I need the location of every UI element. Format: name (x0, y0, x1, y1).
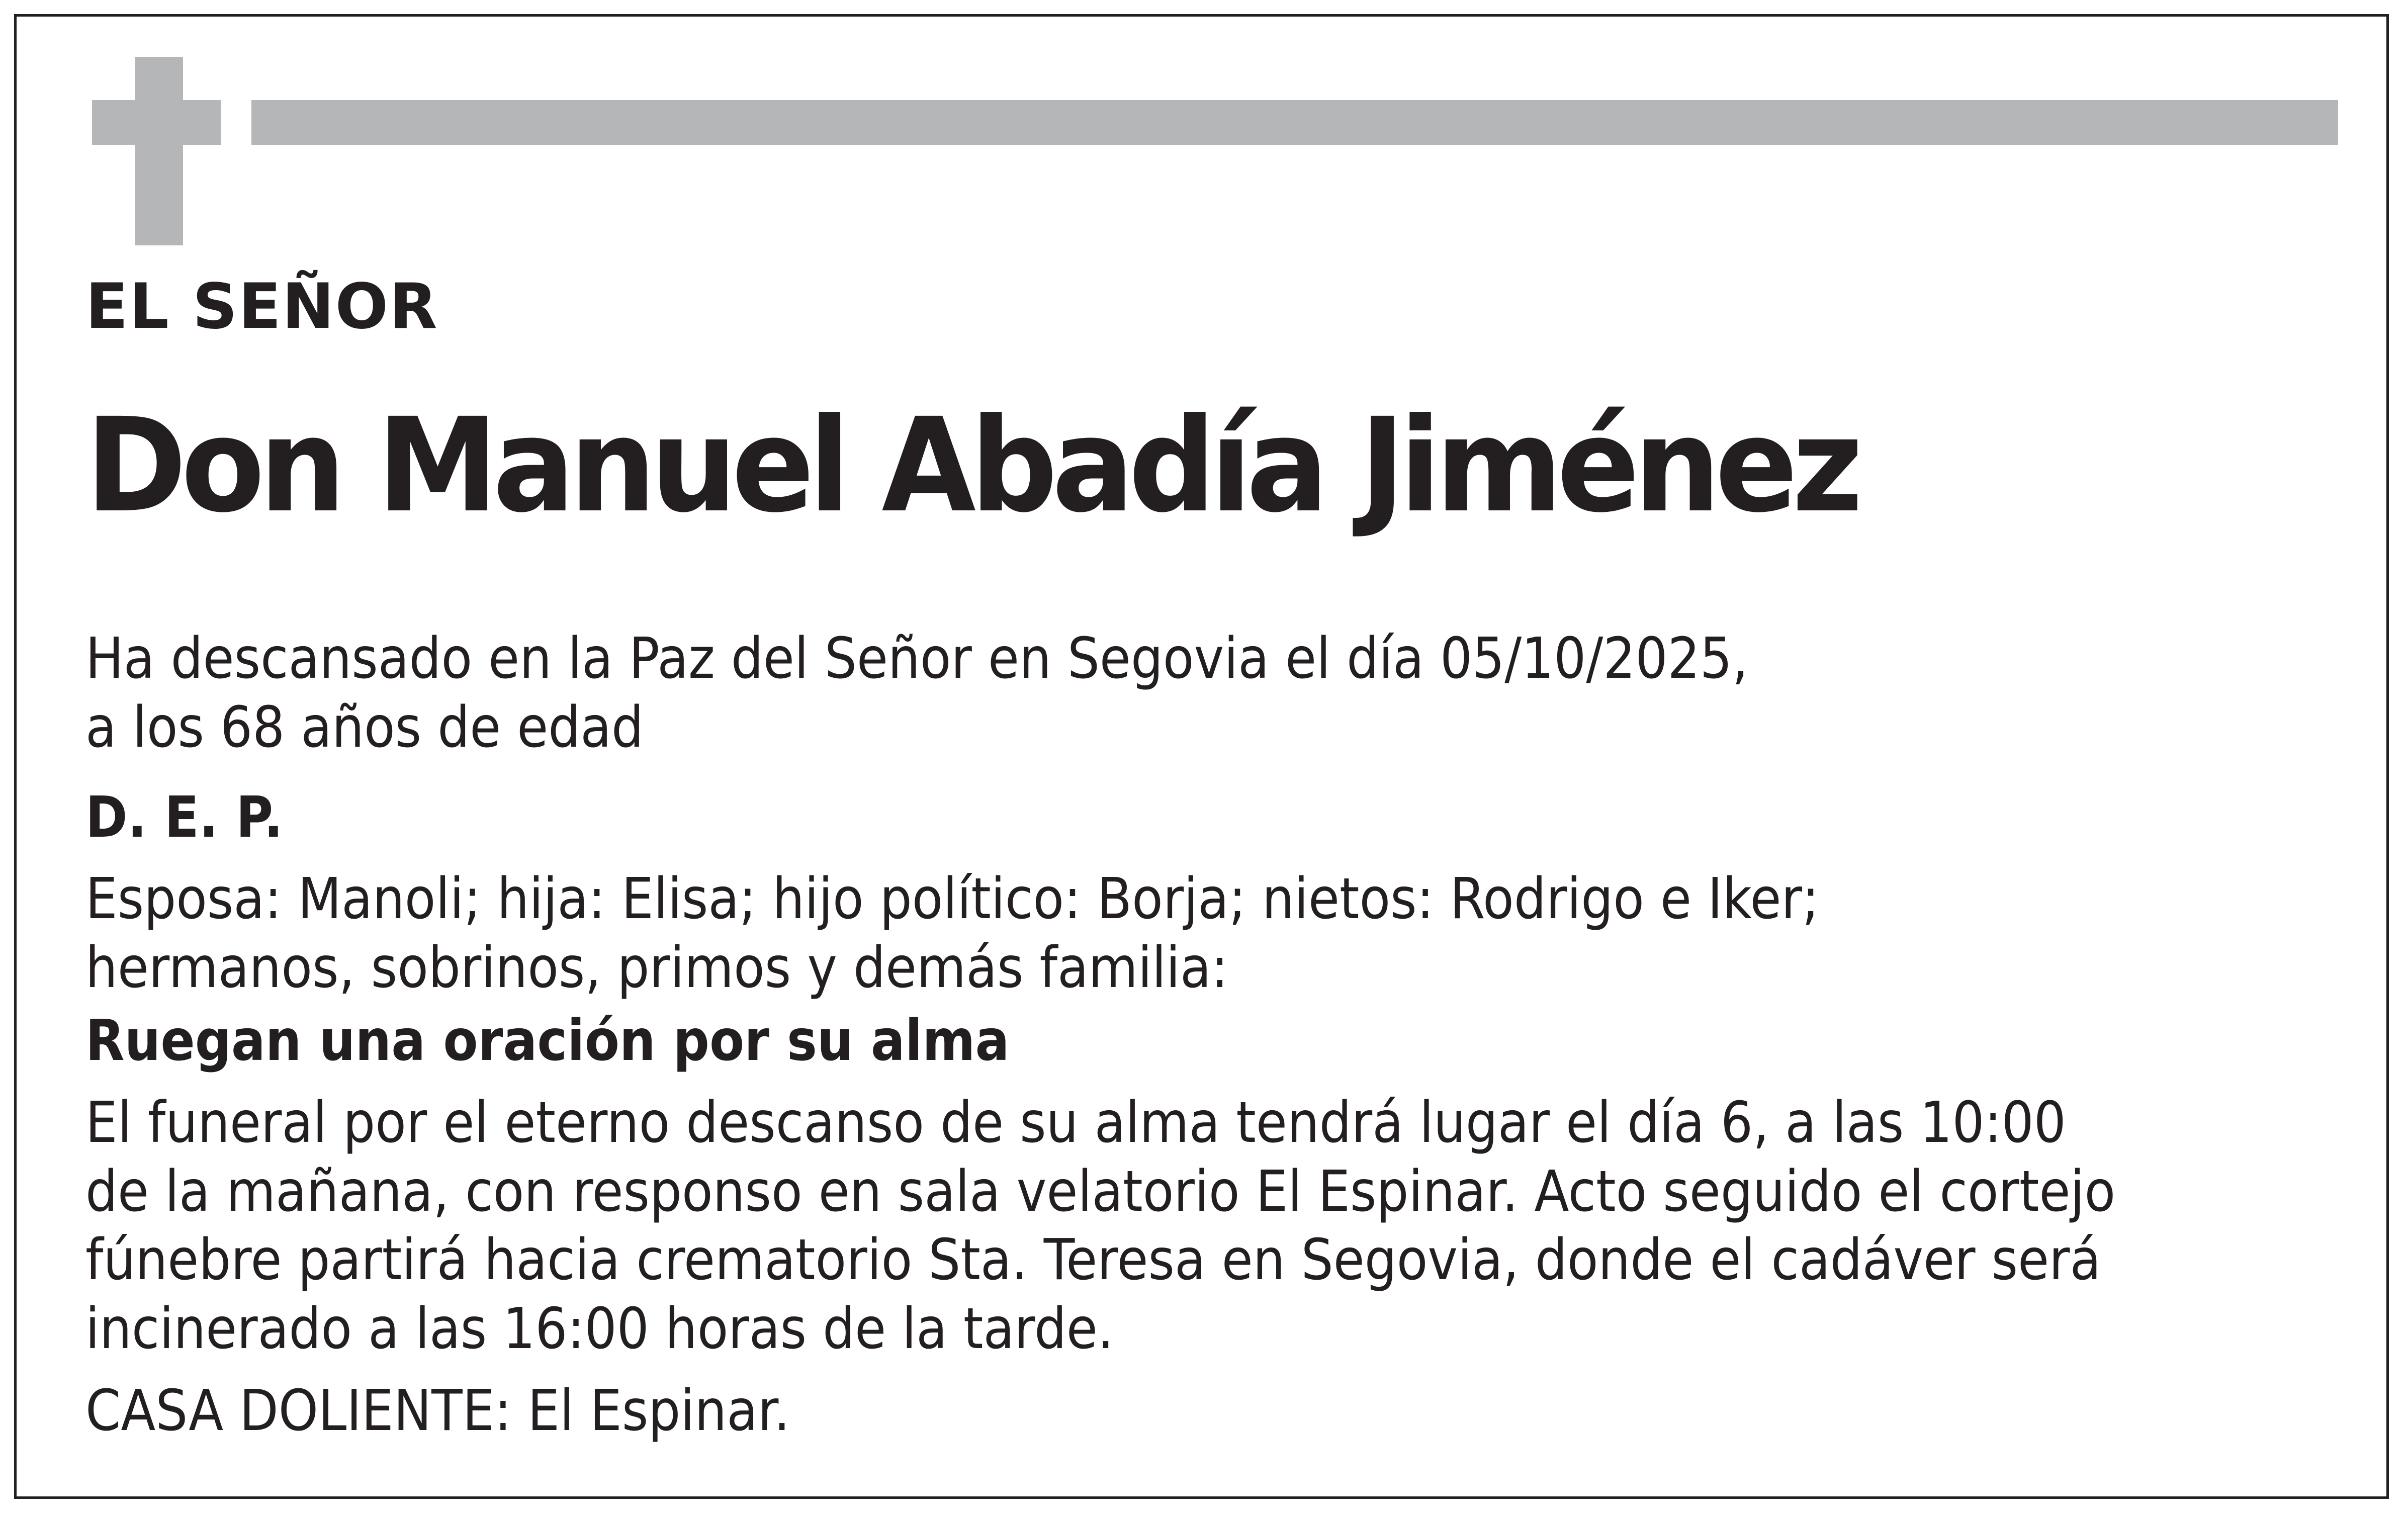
deceased-name: Don Manuel Abadía Jiménez (85, 390, 1857, 541)
rest-line: Ha descansado en la Paz del Señor en Segovia el día 05/10/2025, (85, 626, 1748, 691)
rest-line: a los 68 años de edad (85, 694, 644, 760)
funeral-line: fúnebre partirá hacia crematorio Sta. Teresa en Segovia, donde el cadáver será (85, 1227, 2101, 1293)
header-rule (251, 100, 2338, 145)
family-line: hermanos, sobrinos, primos y demás familia: (85, 935, 1228, 1001)
cross-vertical-beam (135, 57, 183, 245)
notice-heading: EL SEÑOR (85, 271, 438, 343)
family-paragraph (85, 865, 1819, 1002)
funeral-line: incinerado a las 16:00 horas de la tarde. (85, 1296, 1114, 1362)
cross-horizontal-beam (92, 100, 221, 145)
dep-label: D. E. P. (85, 785, 283, 850)
funeral-line: El funeral por el eterno descanso de su alma tendrá lugar el día 6, a las 10:00 (85, 1090, 2066, 1155)
rest-paragraph (85, 625, 1748, 762)
funeral-line: de la mañana, con responso en sala velatorio El Espinar. Acto seguido el cortejo (85, 1159, 2116, 1224)
prayer-request: Ruegan una oración por su alma (85, 1008, 1010, 1074)
mourning-house: CASA DOLIENTE: El Espinar. (85, 1378, 790, 1444)
funeral-paragraph (85, 1089, 2115, 1364)
family-line: Esposa: Manoli; hija: Elisa; hijo político: Borja; nietos: Rodrigo e Iker; (85, 866, 1819, 932)
